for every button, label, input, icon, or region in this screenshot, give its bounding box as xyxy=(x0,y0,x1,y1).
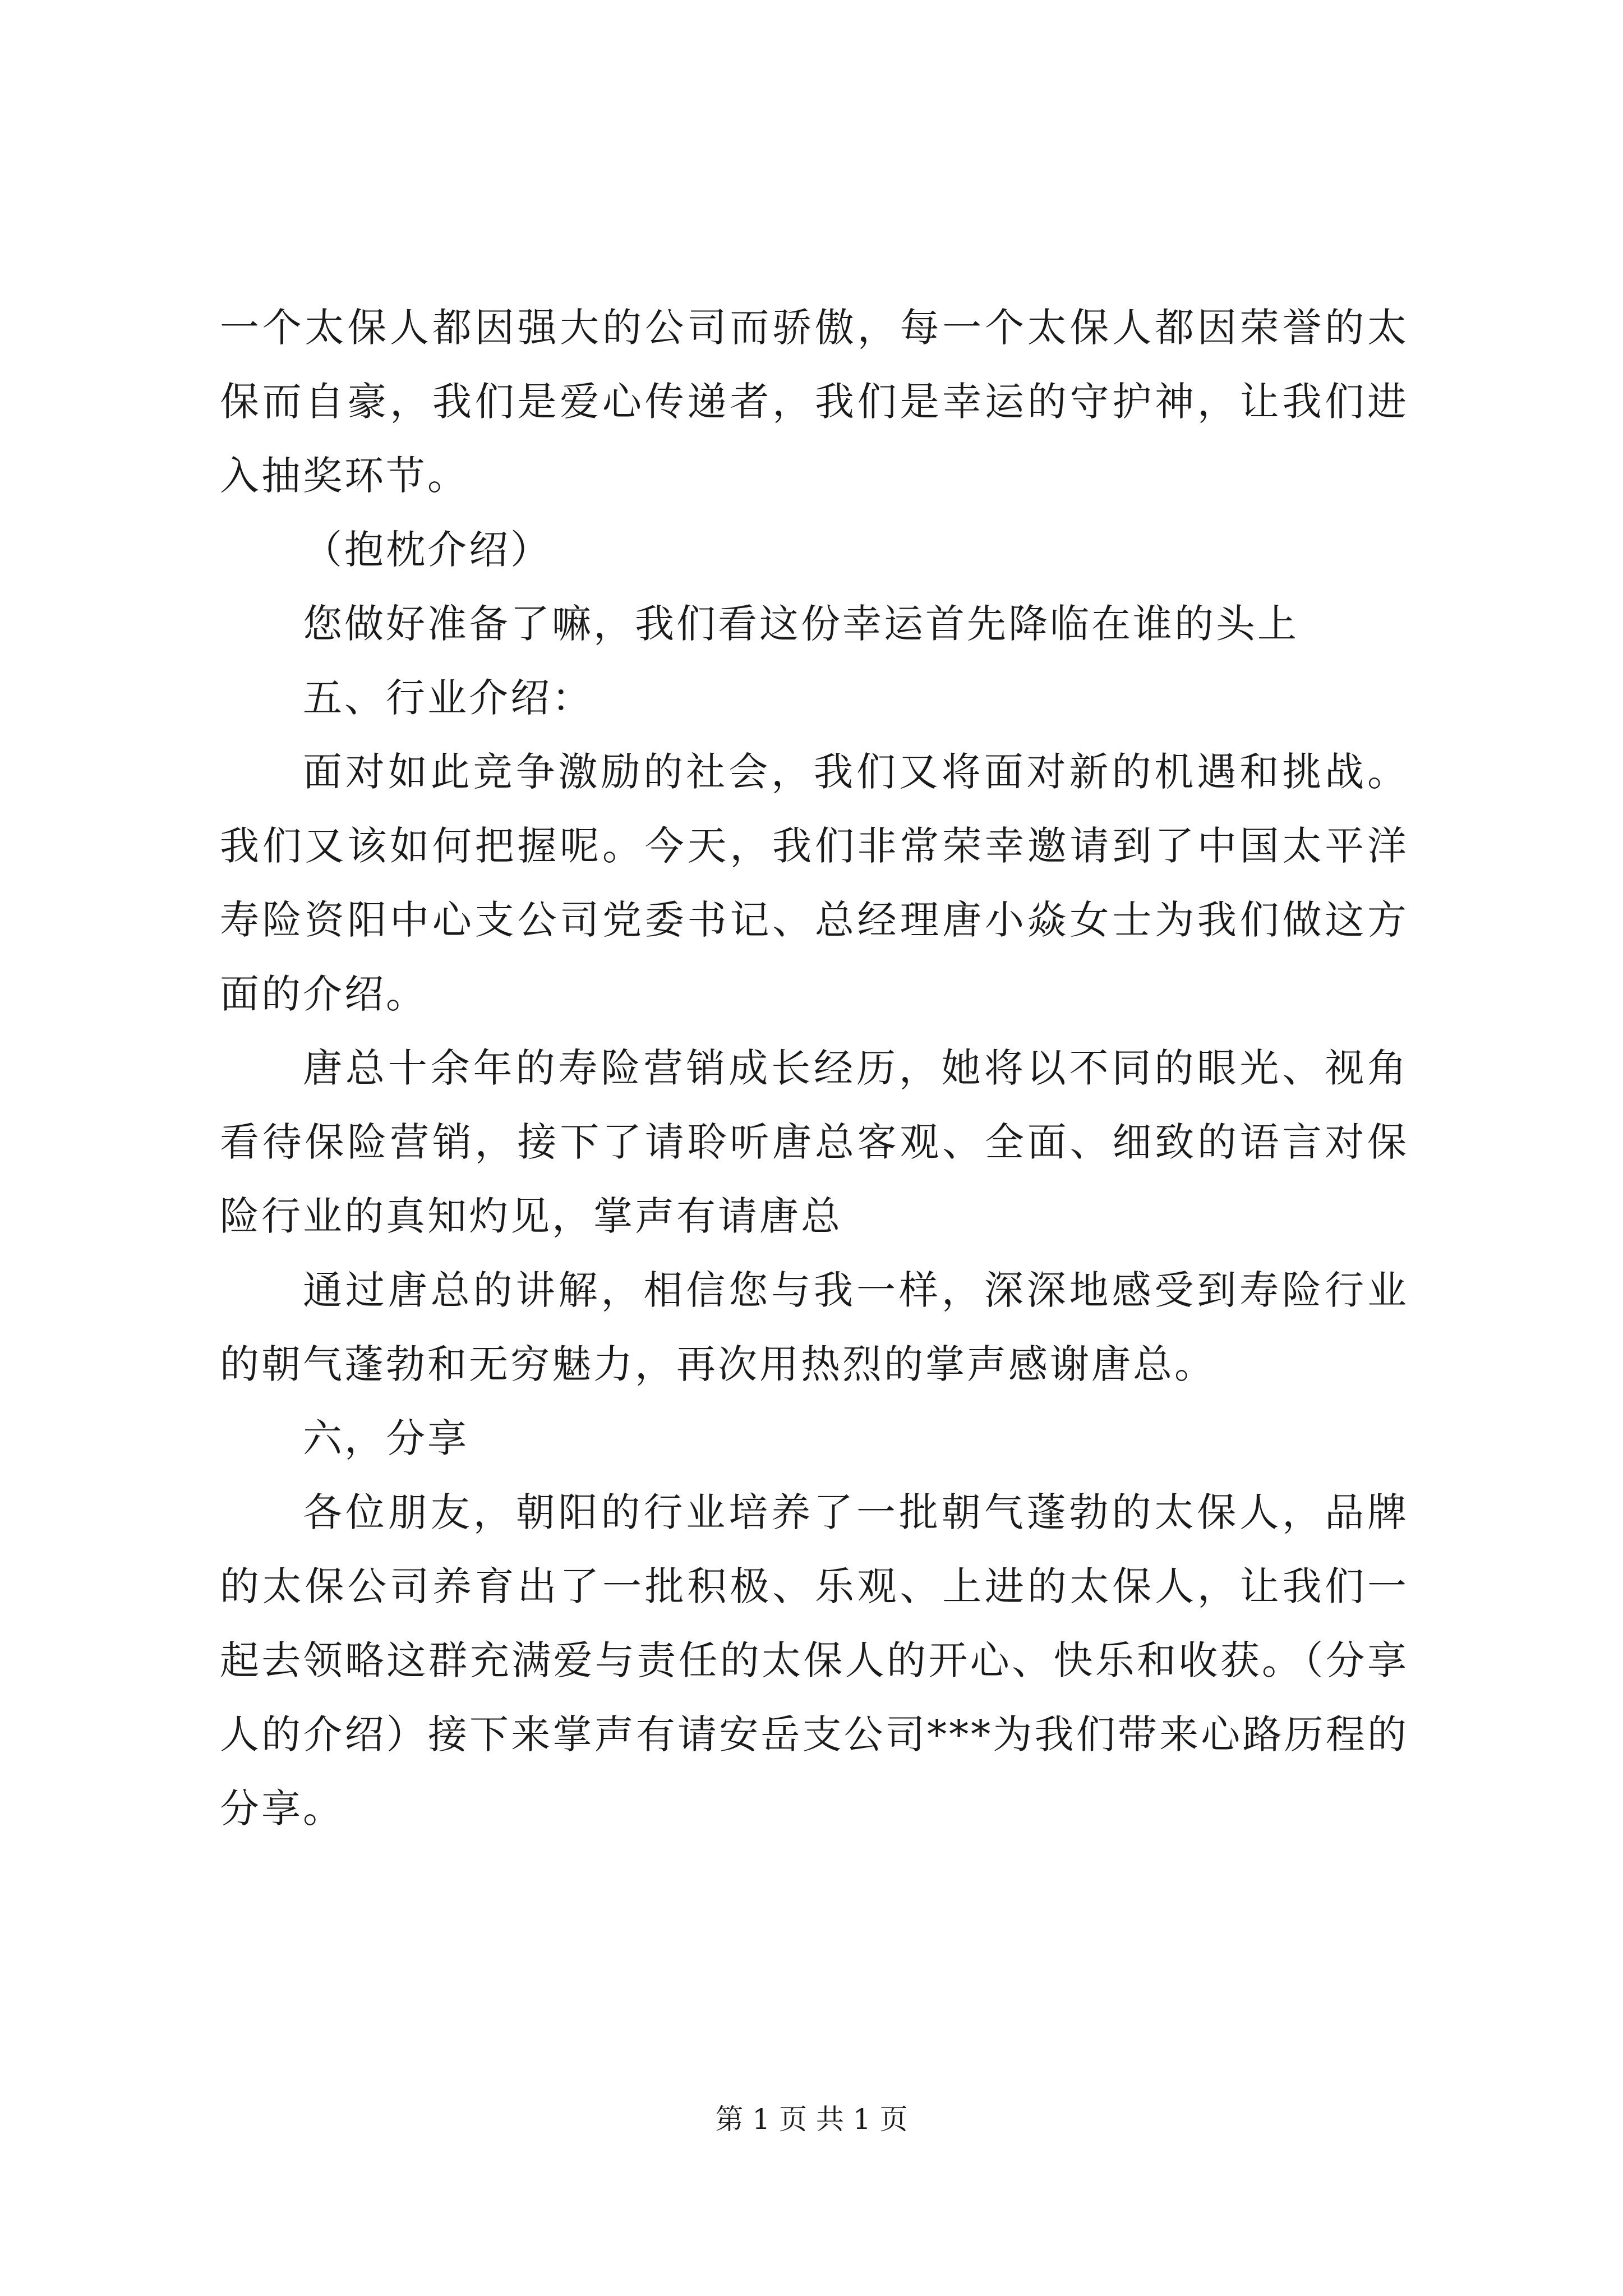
section-heading-6: 六，分享 xyxy=(303,1415,469,1461)
section-heading-5: 五、行业介绍： xyxy=(303,675,593,721)
document-body xyxy=(220,291,1409,1846)
paragraph-6: 唐总十余年的寿险营销成长经历，她将以不同的眼光、视角看待保险营销，接下了请聆听唐总客观、全面、细致的语言对保险行业的真知灼见，掌声有请唐总 xyxy=(220,1045,1409,1239)
paragraph-9: 各位朋友，朝阳的行业培养了一批朝气蓬勃的太保人，品牌的太保公司养育出了一批积极、乐观、上进的太保人，让我们一起去领略这群充满爱与责任的太保人的开心、快乐和收获。（分享人的介绍）接下来掌声有请安岳支公司***为我们带来心路历程的分享。 xyxy=(220,1489,1409,1832)
paragraph-7: 通过唐总的讲解，相信您与我一样，深深地感受到寿险行业的朝气蓬勃和无穷魅力，再次用热烈的掌声感谢唐总。 xyxy=(220,1267,1409,1387)
paragraph-5: 面对如此竞争激励的社会，我们又将面对新的机遇和挑战。我们又该如何把握呢。今天，我们非常荣幸邀请到了中国太平洋寿险资阳中心支公司党委书记、总经理唐小焱女士为我们做这方面的介绍。 xyxy=(220,749,1409,1017)
paragraph-1: 一个太保人都因强大的公司而骄傲，每一个太保人都因荣誉的太保而自豪，我们是爱心传递者，我们是幸运的守护神，让我们进入抽奖环节。 xyxy=(220,305,1409,499)
page-footer: 第 1 页 共 1 页 xyxy=(715,2103,908,2136)
paragraph-2: （抱枕介绍） xyxy=(303,527,552,573)
paragraph-3: 您做好准备了嘛，我们看这份幸运首先降临在谁的头上 xyxy=(303,601,1299,647)
